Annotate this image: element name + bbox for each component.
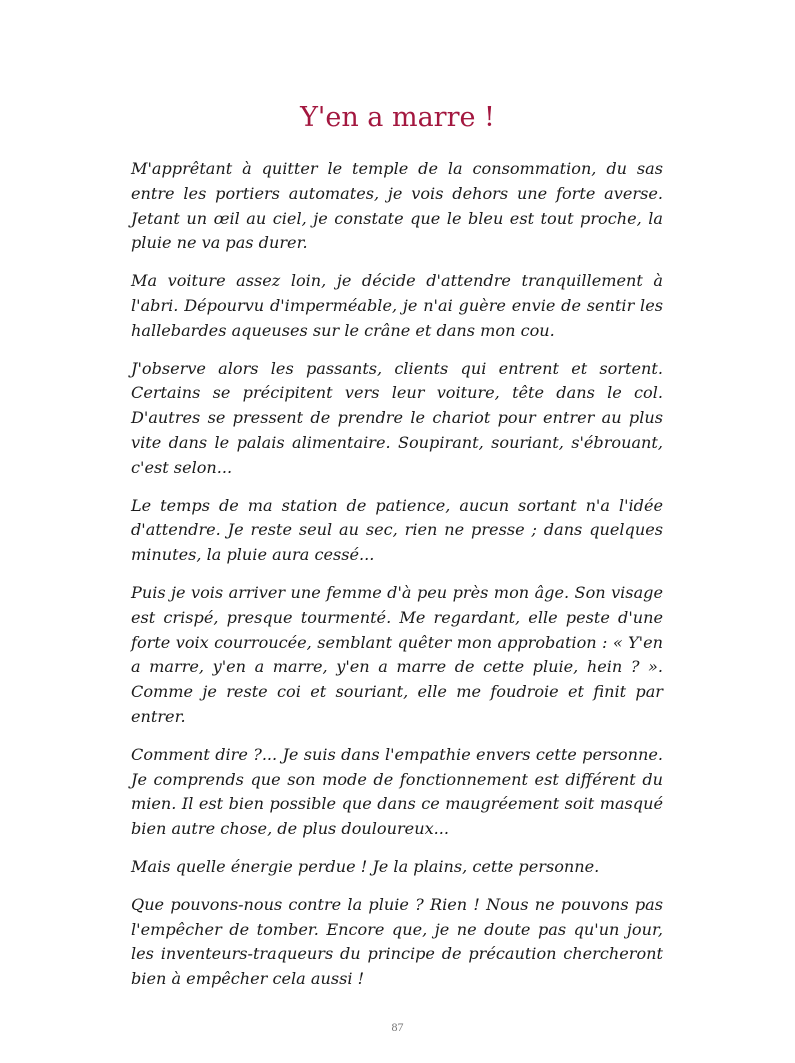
- chapter-body: [131, 157, 663, 1005]
- paragraph-3: J'observe alors les passants, clients qui entrent et sortent. Certains se précipitent vers leur voiture, tête dans le col. D'autres se pressent de prendre le chariot pour entrer au plus vite dans le palais alimentaire. Soupirant, souriant, s'ébrouant, c'est selon...: [131, 358, 663, 477]
- paragraph-1: M'apprêtant à quitter le temple de la consommation, du sas entre les portiers automates, je vois dehors une forte averse. Jetant un œil au ciel, je constate que le bleu est tout proche, la pluie ne va pas durer.: [131, 159, 663, 253]
- paragraph-6: Comment dire ?... Je suis dans l'empathie envers cette personne. Je comprends que son mode de fonctionnement est différent du mien. Il est bien possible que dans ce maugréement soit masqué bien autre chose, de plus douloureux...: [131, 744, 663, 839]
- page-number: 87: [391, 1020, 404, 1034]
- paragraph-2: Ma voiture assez loin, je décide d'attendre tranquillement à l'abri. Dépourvu d'imperméable, je n'ai guère envie de sentir les hallebardes aqueuses sur le crâne et dans mon cou.: [131, 271, 663, 340]
- paragraph-4: Le temps de ma station de patience, aucun sortant n'a l'idée d'attendre. Je reste seul au sec, rien ne presse ; dans quelques minutes, la pluie aura cessé...: [131, 495, 663, 565]
- paragraph-5: Puis je vois arriver une femme d'à peu près mon âge. Son visage est crispé, presque tourmenté. Me regardant, elle peste d'une forte voix courroucée, semblant quêter mon approbation : « Y'en a marre, y'en a marre, y'en a marre de cette pluie, hein ? ». Comme je reste coi et souriant, elle me foudroie et finit par entrer.: [131, 582, 663, 726]
- paragraph-7: Mais quelle énergie perdue ! Je la plains, cette personne.: [131, 856, 600, 876]
- paragraph-8: Que pouvons-nous contre la pluie ? Rien ! Nous ne pouvons pas l'empêcher de tomber. Encore que, je ne doute pas qu'un jour, les inventeurs-traqueurs du principe de précaution chercheront bien à empêcher cela aussi !: [131, 894, 663, 989]
- chapter-title: Y'en a marre !: [300, 102, 495, 133]
